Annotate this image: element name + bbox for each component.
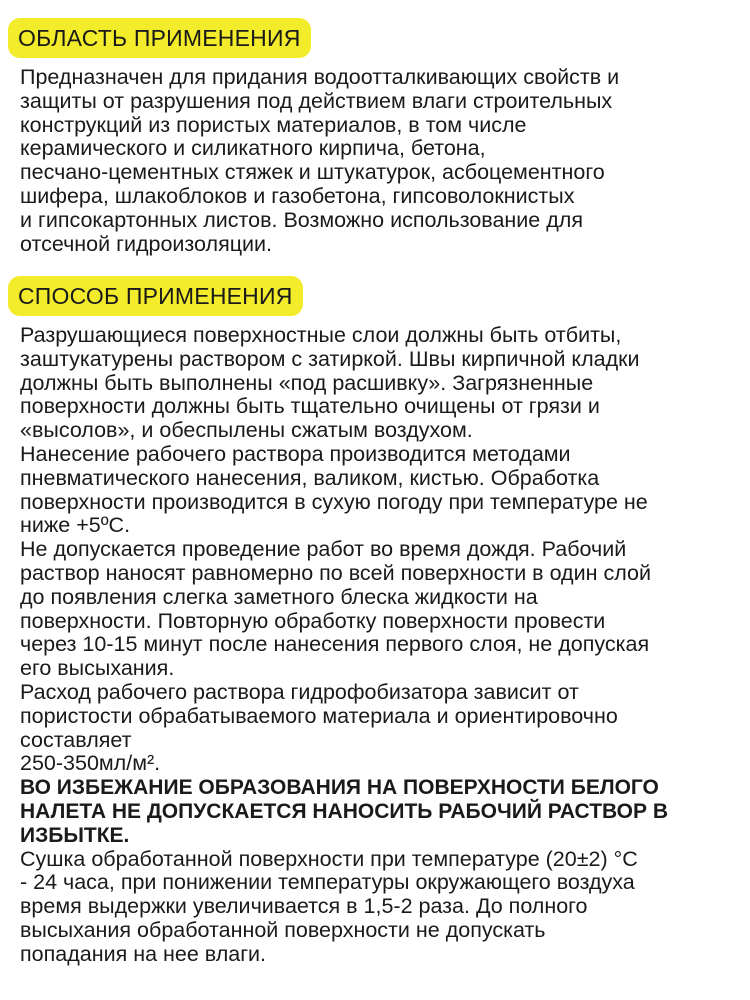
text-line: Предназначен для придания водоотталкивающих свойств и bbox=[20, 65, 620, 89]
text-line: пористости обрабатываемого материала и ориентировочно bbox=[20, 703, 618, 728]
text-line: и гипсокартонных листов. Возможно использование для bbox=[20, 207, 583, 232]
warning-text-line: НАЛЕТА НЕ ДОПУСКАЕТСЯ НАНОСИТЬ РАБОЧИЙ РАСТВОР В bbox=[20, 799, 669, 823]
text-line: 250-350мл/м². bbox=[20, 751, 161, 776]
text-line: поверхности. Повторную обработку поверхности провести bbox=[20, 608, 606, 633]
section-title-method-of-application: СПОСОБ ПРИМЕНЕНИЯ bbox=[8, 276, 303, 316]
text-line: заштукатурены раствором с затиркой. Швы кирпичной кладки bbox=[20, 346, 640, 371]
text-line: Расход рабочего раствора гидрофобизатора зависит от bbox=[20, 679, 579, 704]
text-line: раствор наносят равномерно по всей поверхности в один слой bbox=[20, 560, 651, 585]
text-line: время выдержки увеличивается в 1,5-2 раза. До полного bbox=[20, 894, 588, 919]
text-line: Разрушающиеся поверхностные слои должны быть отбиты, bbox=[20, 323, 622, 347]
text-line: шифера, шлакоблоков и газобетона, гипсоволокнистых bbox=[20, 183, 575, 208]
section-body-method-of-application bbox=[20, 324, 740, 967]
text-line: его высыхания. bbox=[20, 656, 175, 681]
text-line: через 10-15 минут после нанесения первого слоя, не допуская bbox=[20, 632, 650, 657]
text-line: до появления слегка заметного блеска жидкости на bbox=[20, 584, 538, 609]
text-line: «высолов», и обеспылены сжатым воздухом. bbox=[20, 418, 473, 443]
text-line: Сушка обработанной поверхности при температуре (20±2) °С bbox=[20, 846, 638, 871]
section-body-area-of-application bbox=[20, 66, 740, 256]
section-title-area-of-application: ОБЛАСТЬ ПРИМЕНЕНИЯ bbox=[8, 18, 311, 58]
warning-text-line: ИЗБЫТКЕ. bbox=[20, 823, 130, 847]
text-line: поверхности должны быть тщательно очищены от грязи и bbox=[20, 394, 600, 419]
text-line: керамического и силикатного кирпича, бетона, bbox=[20, 136, 486, 161]
text-line: поверхности производится в сухую погоду при температуре не bbox=[20, 489, 648, 514]
text-line: Нанесение рабочего раствора производится методами bbox=[20, 441, 571, 466]
text-line: песчано-цементных стяжек и штукатурок, асбоцементного bbox=[20, 160, 605, 185]
text-line: защиты от разрушения под действием влаги строительных bbox=[20, 88, 613, 113]
text-line: - 24 часа, при понижении температуры окружающего воздуха bbox=[20, 870, 635, 895]
text-line: должны быть выполнены «под расшивку». Загрязненные bbox=[20, 370, 594, 395]
text-line: составляет bbox=[20, 727, 132, 752]
text-line: пневматического нанесения, валиком, кистью. Обработка bbox=[20, 465, 600, 490]
text-line: попадания на нее влаги. bbox=[20, 941, 267, 966]
text-line: высыхания обработанной поверхности не допускать bbox=[20, 917, 546, 942]
warning-text-line: ВО ИЗБЕЖАНИЕ ОБРАЗОВАНИЯ НА ПОВЕРХНОСТИ БЕЛОГО bbox=[20, 776, 659, 800]
text-line: отсечной гидроизоляции. bbox=[20, 231, 273, 256]
text-line: ниже +5ºС. bbox=[20, 513, 131, 538]
text-line: Не допускается проведение работ во время дождя. Рабочий bbox=[20, 537, 627, 562]
text-line: конструкций из пористых материалов, в том числе bbox=[20, 112, 527, 137]
